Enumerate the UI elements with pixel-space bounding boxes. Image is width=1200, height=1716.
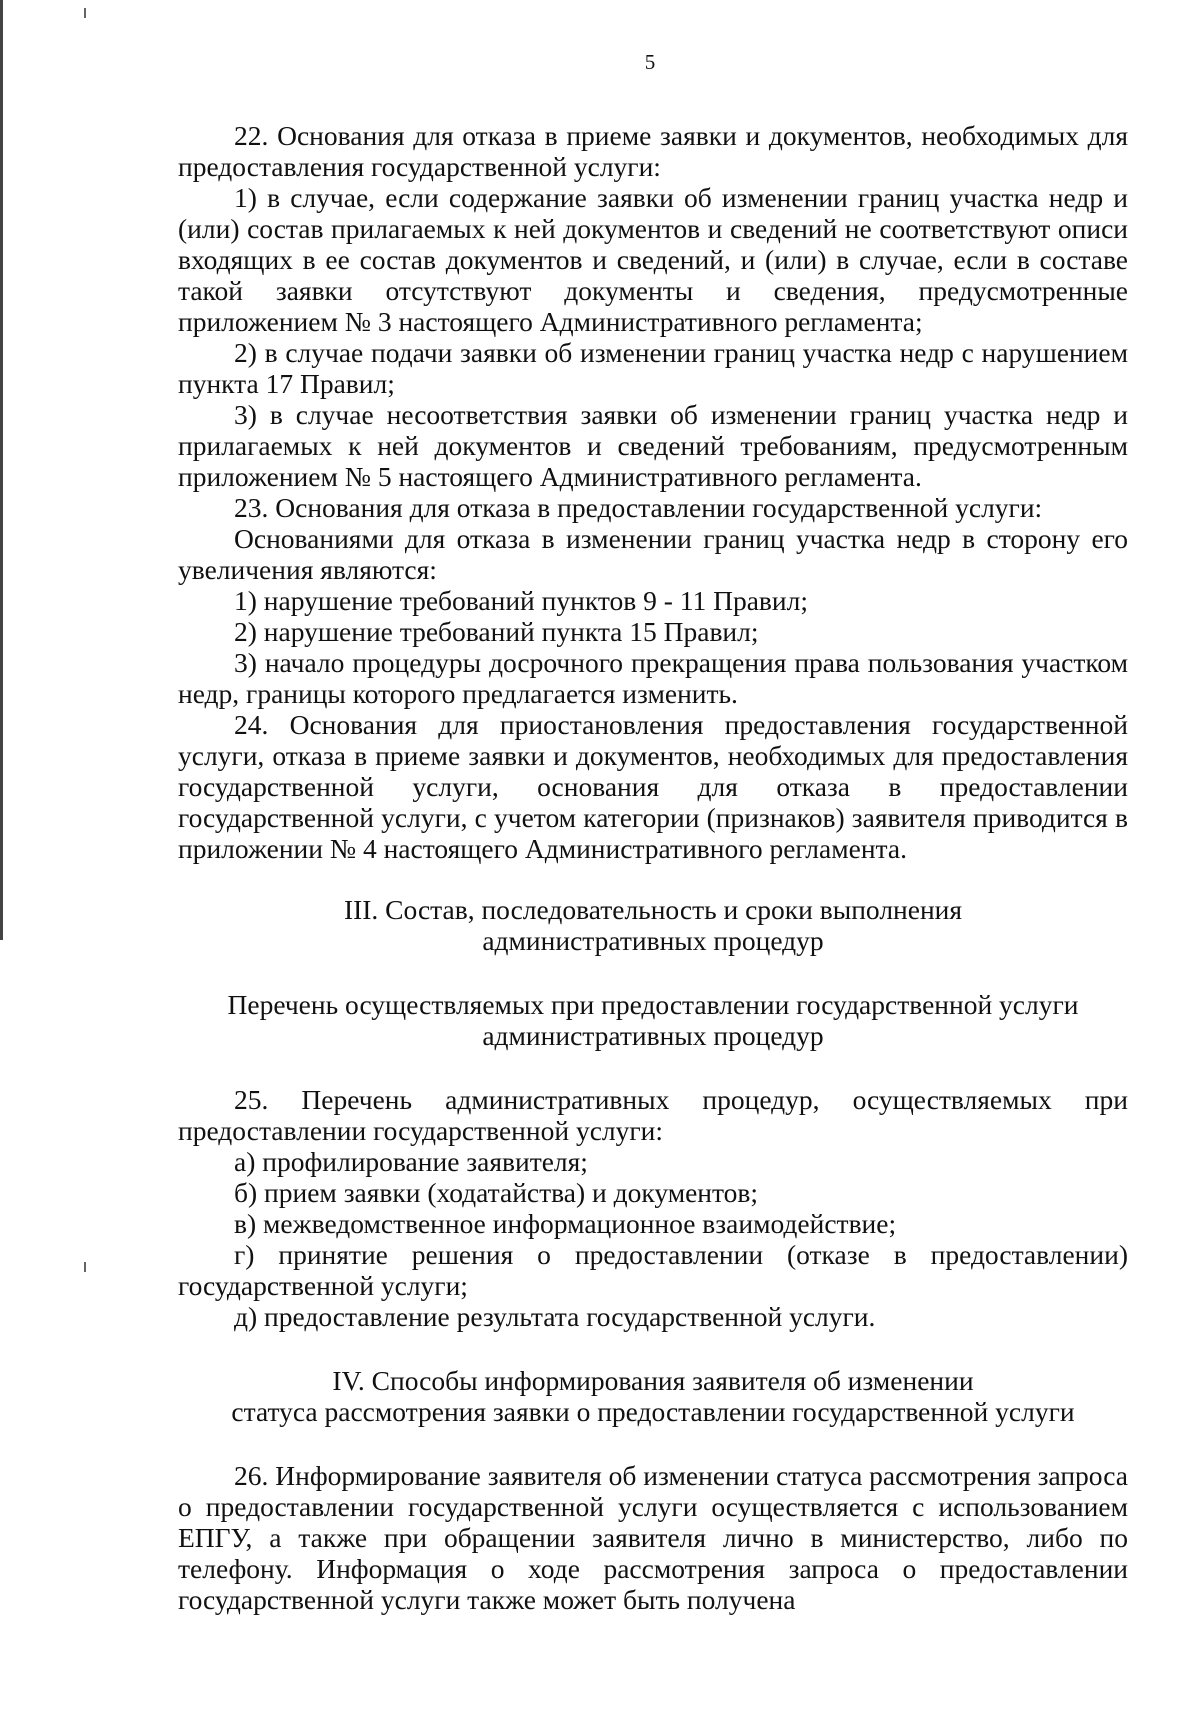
scan-edge-shadow <box>0 0 3 940</box>
list-item: 2) в случае подачи заявки об изменении границ участка недр с нарушением пункта 17 Правил; <box>178 337 1128 399</box>
list-item: д) предоставление результата государственной услуги. <box>234 1301 876 1332</box>
section-3-title-line2: административных процедур <box>482 925 824 956</box>
list-item: 3) начало процедуры досрочного прекращения права пользования участком недр, границы которого предлагается изменить. <box>178 647 1128 709</box>
list-item: б) прием заявки (ходатайства) и документов; <box>234 1177 759 1208</box>
section-3-title <box>178 894 1128 956</box>
list-item: а) профилирование заявителя; <box>234 1146 588 1177</box>
list-item: 2) нарушение требований пункта 15 Правил; <box>234 616 759 647</box>
list-item: 1) в случае, если содержание заявки об изменении границ участка недр и (или) состав прилагаемых к ней документов и сведений не соответствуют описи входящих в ее состав документов и сведений, и (или) в случае, если в составе такой заявки отсутствуют документы и сведения, предусмотренные приложением № 3 настоящего Административного регламента; <box>178 182 1128 337</box>
list-item: 3) в случае несоответствия заявки об изменении границ участка недр и прилагаемых к ней документов и сведений требованиям, предусмотренным приложением № 5 настоящего Административного регламента. <box>178 399 1128 492</box>
list-item: в) межведомственное информационное взаимодействие; <box>234 1208 897 1239</box>
page-number: 5 <box>644 50 656 74</box>
list-item: 1) нарушение требований пунктов 9 - 11 Правил; <box>234 585 808 616</box>
paragraph: Основаниями для отказа в изменении границ участка недр в сторону его увеличения являются: <box>178 523 1128 585</box>
section-3-subtitle-line2: административных процедур <box>482 1020 824 1051</box>
scan-mark <box>84 8 86 18</box>
paragraph-26: 26. Информирование заявителя об изменении статуса рассмотрения запроса о предоставлении государственной услуги осуществляется с использованием ЕПГУ, а также при обращении заявителя лично в министерство, либо по телефону. Информация о ходе рассмотрения запроса о предоставлении государственной услуги также может быть получена <box>178 1460 1128 1615</box>
list-item: г) принятие решения о предоставлении (отказе в предоставлении) государственной услуги; <box>178 1239 1128 1301</box>
section-3-title-line1: III. Состав, последовательность и сроки выполнения <box>343 894 963 925</box>
section-3-subtitle <box>178 989 1128 1051</box>
section-4-title-line1: IV. Способы информирования заявителя об изменении <box>332 1365 974 1396</box>
section-3-subtitle-line1: Перечень осуществляемых при предоставлении государственной услуги <box>227 989 1079 1020</box>
paragraph-23: 23. Основания для отказа в предоставлении государственной услуги: <box>234 492 1043 523</box>
paragraph-22: 22. Основания для отказа в приеме заявки и документов, необходимых для предоставления государственной услуги: <box>178 120 1128 182</box>
section-4-title <box>178 1365 1128 1427</box>
paragraph-25: 25. Перечень административных процедур, осуществляемых при предоставлении государственной услуги: <box>178 1084 1128 1146</box>
document-body <box>178 120 1128 1615</box>
scan-mark <box>84 1262 86 1272</box>
section-4-title-line2: статуса рассмотрения заявки о предоставлении государственной услуги <box>231 1396 1075 1427</box>
paragraph-24: 24. Основания для приостановления предоставления государственной услуги, отказа в приеме заявки и документов, необходимых для предоставления государственной услуги, основания для отказа в предоставлении государственной услуги, с учетом категории (признаков) заявителя приводится в приложении № 4 настоящего Административного регламента. <box>178 709 1128 864</box>
